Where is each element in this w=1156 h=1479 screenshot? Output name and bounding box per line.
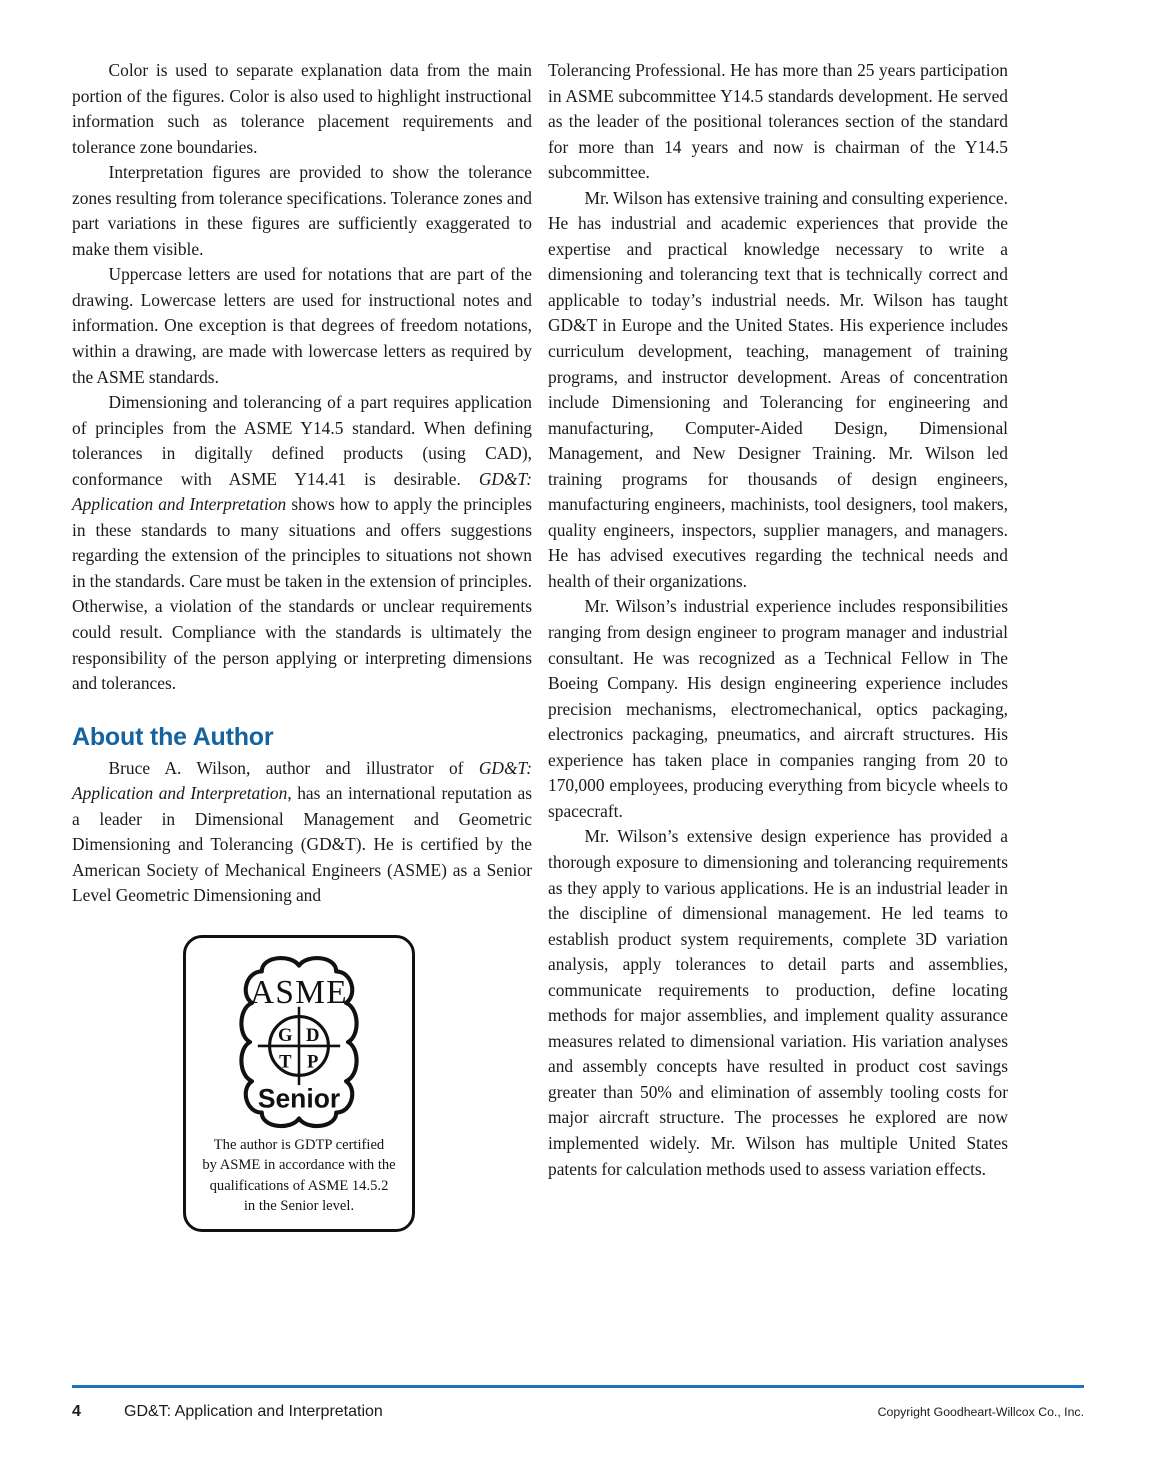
paragraph-text: Interpretation figures are provided to show the tolerance zones resulting from tolerance specifications. Tolerance zones and part variations in these figures are sufficiently exaggerated to make them visible. bbox=[72, 162, 532, 259]
right-column bbox=[548, 58, 1008, 1182]
paragraph-text: , has an international reputation as a leader in Dimensional Management and Geometric Dimensioning and Tolerancing (GD&T). He is certified by the American Society of Mechanical Engineers (ASME) as a Senior Level Geometric Dimensioning and bbox=[72, 783, 533, 906]
paragraph-bruce-wilson-bio bbox=[72, 756, 532, 909]
left-column bbox=[72, 58, 532, 1232]
footer-book-title: GD&T: Application and Interpretation bbox=[124, 1403, 383, 1420]
paragraph-text: Bruce A. Wilson, author and illustrator of bbox=[108, 757, 479, 778]
paragraph-interpretation-figures bbox=[72, 160, 532, 262]
caption-line: by ASME in accordance with the bbox=[202, 1157, 396, 1174]
paragraph-text: Tolerancing Professional. He has more than 25 years participation in ASME subcommittee Y14.5 standards development. He served as the leader of the positional tolerances section of the standard for more than 14 years and now is chairman of the Y14.5 subcommittee. bbox=[548, 60, 1008, 183]
footer-copyright: Copyright Goodheart-Willcox Co., Inc. bbox=[877, 1405, 1084, 1419]
footer-content bbox=[72, 1403, 1084, 1421]
badge-letter-d: D bbox=[305, 1025, 320, 1047]
paragraph-text: Uppercase letters are used for notations that are part of the drawing. Lowercase letters are used for instructional notes and information. One exception is that degrees of freedom notations, within a drawing, are made with lowercase letters as required by the ASME standards. bbox=[72, 264, 532, 387]
badge-letter-g: G bbox=[278, 1025, 293, 1047]
page-number: 4 bbox=[72, 1403, 81, 1420]
certification-box bbox=[183, 935, 415, 1232]
paragraph-text: Mr. Wilson has extensive training and consulting experience. He has industrial and academic experiences that provide the expertise and practical knowledge necessary to write a dimensioning and tolerancing text that is technically correct and applicable to today’s industrial needs. Mr. Wilson has taught GD&T in Europe and the United States. His experience includes curriculum development, teaching, management of training programs, and instructor development. Areas of concentration include Dimensioning and Tolerancing for engineering and manufacturing, Computer-Aided Design, Dimensional Management, and New Designer Training. Mr. Wilson led training programs for thousands of design engineers, manufacturing engineers, machinists, tool designers, tool makers, quality engineers, inspectors, supplier managers, and managers. He has advised executives regarding the technical needs and health of their organizations. bbox=[548, 187, 1008, 591]
caption-line: in the Senior level. bbox=[243, 1198, 355, 1215]
paragraph-text: Mr. Wilson’s extensive design experience has provided a thorough exposure to dimensioning and tolerancing requirements as they apply to various applications. He is an industrial leader in the discipline of dimensional management. He led teams to establish product system requirements, complete 3D variation analysis, apply tolerances to detail parts and assemblies, communicate requirements to production, define locating methods for major assemblies, and implement quality assurance measures related to dimensional variation. His variation analyses and assembly concepts have resulted in product cost savings greater than 50% and elimination of assembly tooling costs for major aircraft structure. The processes he explored are now implemented widely. Mr. Wilson has multiple United States patents for calculation methods used to assess variation effects. bbox=[548, 826, 1008, 1179]
certification-caption bbox=[194, 1135, 404, 1217]
page-footer bbox=[72, 1385, 1084, 1431]
two-column-body bbox=[72, 58, 1084, 1368]
paragraph-tolerancing-professional bbox=[548, 58, 1008, 186]
asme-certification-figure bbox=[183, 935, 421, 1232]
badge-letter-t: T bbox=[279, 1051, 292, 1073]
paragraph-uppercase-letters bbox=[72, 262, 532, 390]
footer-rule-divider bbox=[72, 1385, 1084, 1388]
badge-letter-p: P bbox=[307, 1051, 319, 1073]
paragraph-color-used bbox=[72, 58, 532, 160]
paragraph-text: Mr. Wilson’s industrial experience includes responsibilities ranging from design engineer to program manager and industrial consultant. He was recognized as a Technical Fellow in The Boeing Company. His design engineering experience includes precision mechanisms, electromechanical, optics packaging, electronics packaging, pneumatics, and aircraft structures. His experience has taken place in companies ranging from 20 to 170,000 employees, producing everything from bicycle wheels to spacecraft. bbox=[548, 596, 1008, 821]
paragraph-text: shows how to apply the principles in these standards to many situations and offers suggestions regarding the extension of the principles to situations not shown in the standards. Care must be taken in the extension of principles. Otherwise, a violation of the standards or unclear requirements could result. Compliance with the standards is ultimately the responsibility of the person applying or interpreting dimensions and tolerances. bbox=[72, 494, 532, 694]
caption-line: The author is GDTP certified bbox=[213, 1136, 385, 1153]
asme-gdtp-badge-icon bbox=[201, 946, 397, 1142]
book-title-italic: GD&T: Application and Interpretation bbox=[72, 468, 532, 515]
badge-senior-text: Senior bbox=[257, 1083, 341, 1114]
paragraph-text: Color is used to separate explanation data from the main portion of the figures. Color is also used to highlight instructional information such as tolerance placement requirements and tolerance zone boundaries. bbox=[72, 60, 532, 157]
book-title-italic: GD&T: Application and Interpretation bbox=[72, 757, 532, 804]
paragraph-training-consulting bbox=[548, 186, 1008, 595]
paragraph-design-experience bbox=[548, 824, 1008, 1182]
badge-asme-text: ASME bbox=[249, 973, 349, 1011]
paragraph-text: Dimensioning and tolerancing of a part requires application of principles from the ASME Y14.5 standard. When defining tolerances in digitally defined products (using CAD), conformance with ASME Y14.41 is desirable. bbox=[72, 392, 532, 489]
caption-line: qualifications of ASME 14.5.2 bbox=[209, 1177, 389, 1194]
paragraph-dimensioning-tolerancing bbox=[72, 390, 532, 697]
paragraph-industrial-experience bbox=[548, 594, 1008, 824]
section-heading-about-the-author: About the Author bbox=[72, 722, 274, 751]
